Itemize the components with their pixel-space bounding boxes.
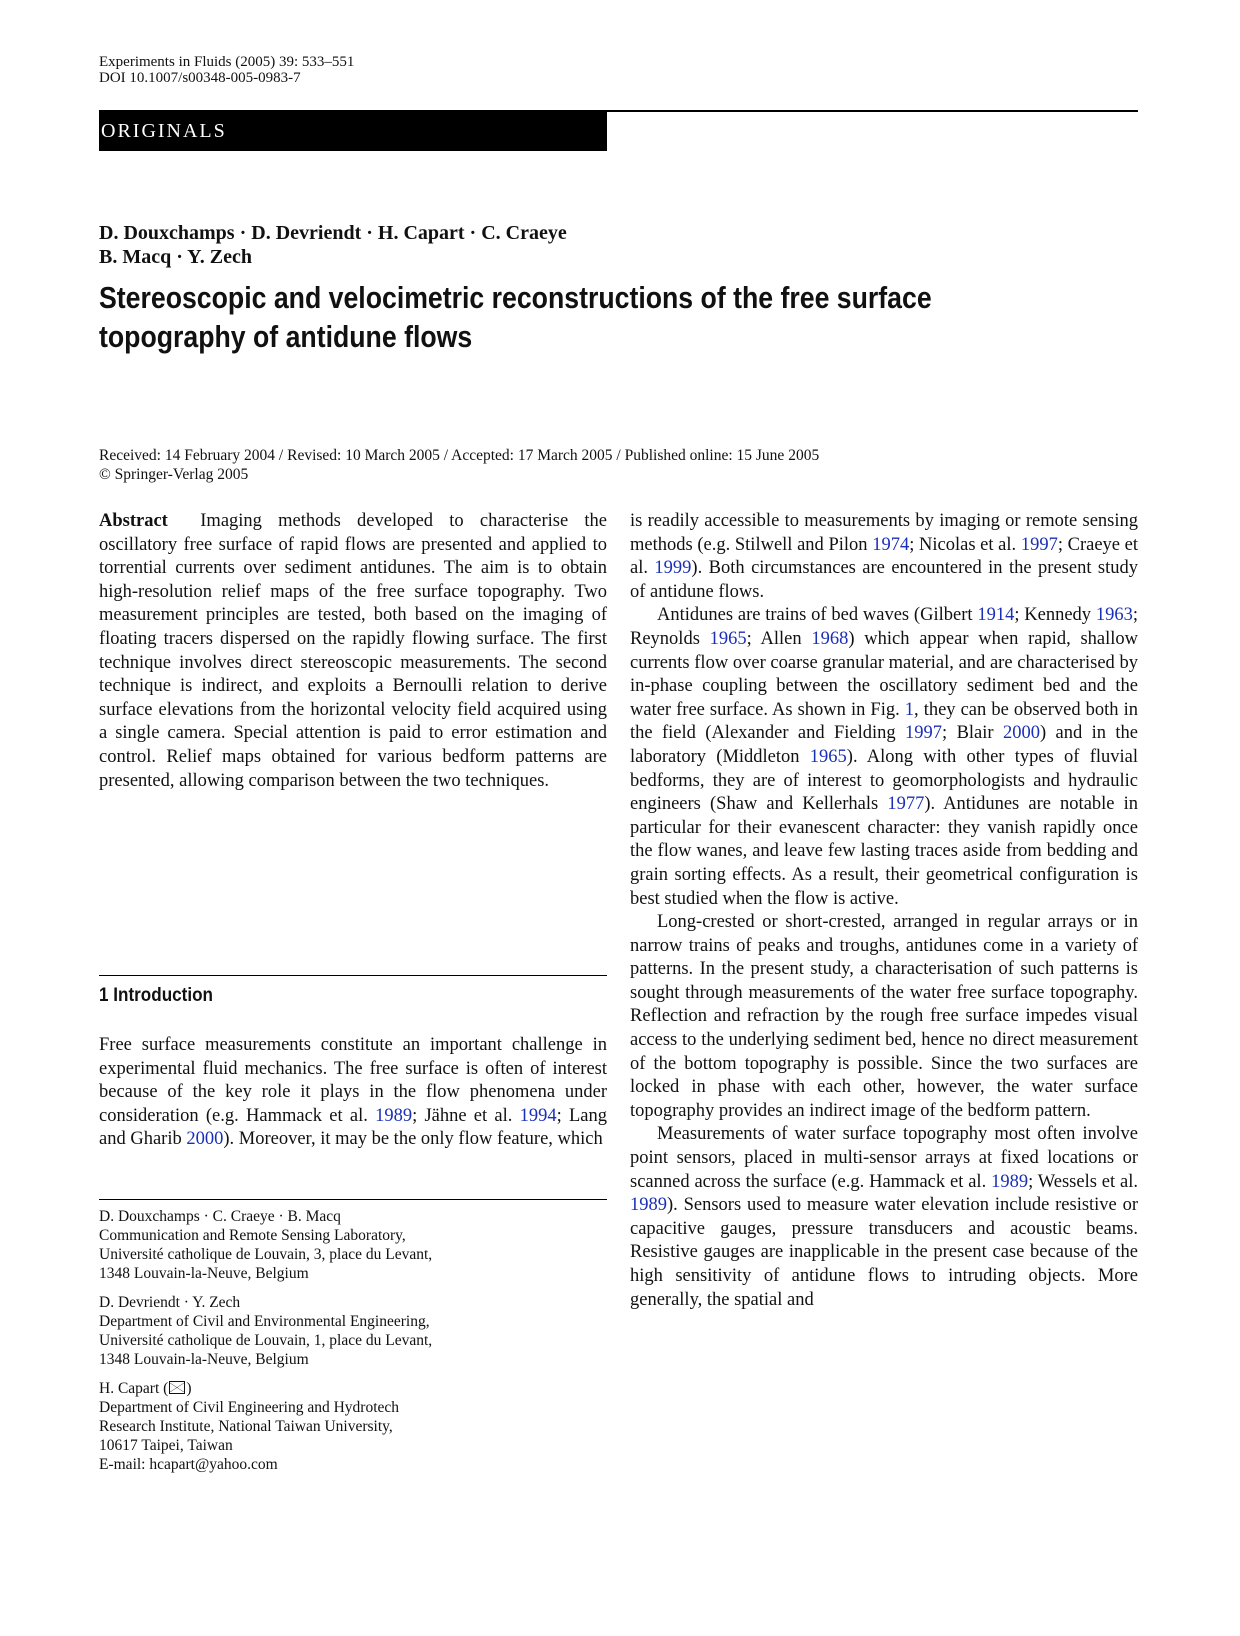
affiliation-line: Communication and Remote Sensing Laboratory, — [99, 1227, 406, 1244]
affiliation-names-row: H. Capart ( ) — [99, 1380, 192, 1397]
abstract-label: Abstract — [99, 511, 168, 531]
body-paragraph — [630, 1123, 1138, 1312]
envelope-icon — [169, 1381, 185, 1394]
journal-citation: Experiments in Fluids (2005) 39: 533–551 — [99, 54, 355, 70]
intro-text-segment: ; Jähne et al. — [412, 1105, 520, 1126]
title-line-2: topography of antidune flows — [99, 319, 473, 354]
text-segment: ; Craeye et al. — [630, 534, 1139, 579]
body-paragraph: Long-crested or short-crested, arranged in regular arrays or in narrow trains of peaks and troughs, antidunes come in a variety of patterns. In the present study, a characterisation of such patterns is sought through measurements of the water free surface topography. Reflection and refraction by the rough free surface impedes visual access to the underlying sediment bed, hence no direct measurement of the bottom topography is possible. Since the two surfaces are locked in phase with each other, however, the water surface topography provides an indirect image of the bedform pattern. — [630, 912, 1138, 1121]
affiliation-line: Department of Civil Engineering and Hydrotech — [99, 1399, 400, 1416]
citation-link[interactable]: 1997 — [905, 723, 943, 744]
journal-doi: DOI 10.1007/s00348-005-0983-7 — [99, 70, 301, 86]
authors-line-1: D. Douxchamps · D. Devriendt · H. Capart · C. Craeye — [99, 222, 567, 244]
section-label: ORIGINALS — [99, 111, 607, 151]
citation-link[interactable]: 1989 — [375, 1105, 413, 1126]
text-segment: ; Nicolas et al. — [909, 534, 1021, 555]
text-segment: ). Antidunes are notable in particular for their evanescent character: they vanish rapidly once the flow wanes, and leave few lasting traces aside from bedding and grain sorting effects. As a result, their geometrical configuration is best studied when the flow is active. — [630, 794, 1138, 909]
citation-link[interactable]: 1965 — [809, 746, 847, 767]
text-segment: ). Both circumstances are encountered in the present study of antidune flows. — [630, 558, 1138, 602]
text-segment: Antidunes are trains of bed waves (Gilbert — [657, 605, 978, 626]
corresponding-email[interactable]: E-mail: hcapart@yahoo.com — [99, 1456, 278, 1473]
affiliation-line: Research Institute, National Taiwan University, — [99, 1418, 393, 1435]
affiliations — [99, 1207, 607, 1484]
text-segment: ) and in the laboratory (Middleton — [630, 723, 1138, 767]
intro-text-segment: Free surface measurements constitute an important challenge in experimental fluid mechanics. The free surface is often of interest because of the key role it plays in the flow phenomena under consideration (e.g. Hammack et al. — [99, 1035, 607, 1126]
citation-link[interactable]: 1914 — [977, 605, 1015, 626]
text-segment: ). Sensors used to measure water elevation include resistive or capacitive gauges, pressure transducers and acoustic beams. Resistive gauges are inapplicable in the present case because of the high sensitivity of antidune flows to intruding objects. More generally, the spatial and — [630, 1195, 1138, 1310]
affiliation-names: D. Devriendt · Y. Zech — [99, 1294, 241, 1311]
citation-link[interactable]: 1999 — [654, 558, 692, 579]
citation-link[interactable]: 1974 — [872, 534, 910, 555]
body-paragraph — [630, 510, 1138, 604]
publication-dates — [99, 446, 819, 484]
affiliation-rule — [99, 1199, 607, 1200]
title-line-1: Stereoscopic and velocimetric reconstructions of the free surface — [99, 280, 932, 315]
abstract-text: Imaging methods developed to characterise the oscillatory free surface of rapid flows are presented and applied to torrential currents over sediment antidunes. The aim is to obtain high-resolution relief maps of the free surface topography. Two measurement principles are tested, both based on the imaging of floating tracers dispersed on the rapidly flowing surface. The first technique involves direct stereoscopic measurements. The second technique is indirect, and exploits a Bernoulli relation to derive surface elevations from the horizontal velocity field acquired using a single camera. Special attention is paid to error estimation and control. Relief maps obtained for various bedform patterns are presented, allowing comparison between the two techniques. — [99, 511, 607, 791]
affiliation-line: 1348 Louvain-la-Neuve, Belgium — [99, 1351, 309, 1368]
figure-link[interactable]: 1 — [904, 699, 915, 720]
affiliation-3 — [99, 1379, 607, 1474]
right-column-body — [630, 510, 1138, 1312]
abstract — [99, 510, 607, 793]
affiliation-line: 10617 Taipei, Taiwan — [99, 1437, 233, 1454]
affiliation-names: H. Capart — [99, 1380, 160, 1397]
body-paragraph — [630, 604, 1138, 911]
text-segment: is readily accessible to measurements by imaging or remote sensing methods (e.g. Stilwell and Pilon — [630, 511, 1138, 555]
author-list — [99, 221, 567, 269]
affiliation-1 — [99, 1207, 607, 1283]
citation-link[interactable]: 1963 — [1095, 605, 1133, 626]
citation-link[interactable]: 2000 — [186, 1129, 224, 1150]
citation-link[interactable]: 1994 — [519, 1105, 557, 1126]
text-segment: ). Along with other types of fluvial bedforms, they are of interest to geomorphologists and hydraulic engineers (Shaw and Kellerhals — [630, 746, 1138, 815]
intro-text-segment: ). Moreover, it may be the only flow feature, which — [223, 1129, 603, 1150]
citation-link[interactable]: 1989 — [991, 1171, 1029, 1192]
affiliation-line: 1348 Louvain-la-Neuve, Belgium — [99, 1265, 309, 1282]
intro-text-segment: ; Lang and Gharib — [99, 1105, 608, 1150]
affiliation-2 — [99, 1293, 607, 1369]
text-segment: Measurements of water surface topography most often involve point sensors, placed in multi-sensor arrays at fixed locations or scanned across the surface (e.g. Hammack et al. — [630, 1124, 1138, 1192]
copyright-line: © Springer-Verlag 2005 — [99, 466, 249, 483]
text-segment: ; Reynolds — [630, 605, 1138, 649]
text-segment: ; Wessels et al. — [1028, 1171, 1138, 1192]
authors-line-2: B. Macq · Y. Zech — [99, 246, 252, 268]
affiliation-line: Department of Civil and Environmental Engineering, — [99, 1313, 430, 1330]
paper-title — [99, 278, 1140, 356]
citation-link[interactable]: 2000 — [1002, 723, 1040, 744]
introduction-heading: 1 Introduction — [99, 985, 213, 1006]
text-segment: , they can be observed both in the field (Alexander and Fielding — [630, 699, 1138, 744]
citation-link[interactable]: 1989 — [630, 1195, 667, 1216]
dates-line: Received: 14 February 2004 / Revised: 10 March 2005 / Accepted: 17 March 2005 / Published online: 15 June 2005 — [99, 447, 820, 464]
text-segment: ; Kennedy — [1014, 605, 1096, 626]
introduction-paragraph — [99, 1034, 607, 1152]
affiliation-line: Université catholique de Louvain, 3, place du Levant, — [99, 1246, 433, 1263]
citation-link[interactable]: 1977 — [887, 794, 925, 815]
text-segment: ; Allen — [746, 628, 812, 649]
citation-link[interactable]: 1965 — [709, 628, 747, 649]
introduction-rule — [99, 975, 607, 976]
text-segment: ; Blair — [942, 723, 1003, 744]
affiliation-line: Université catholique de Louvain, 1, place du Levant, — [99, 1332, 433, 1349]
affiliation-names: D. Douxchamps · C. Craeye · B. Macq — [99, 1208, 341, 1225]
journal-header — [99, 54, 354, 86]
citation-link[interactable]: 1968 — [811, 628, 849, 649]
citation-link[interactable]: 1997 — [1020, 534, 1058, 555]
text-segment: ) which appear when rapid, shallow currents flow over coarse granular material, and are characterised by in-phase coupling between the oscillatory sediment bed and the water free surface. As shown in Fig. — [630, 628, 1138, 720]
